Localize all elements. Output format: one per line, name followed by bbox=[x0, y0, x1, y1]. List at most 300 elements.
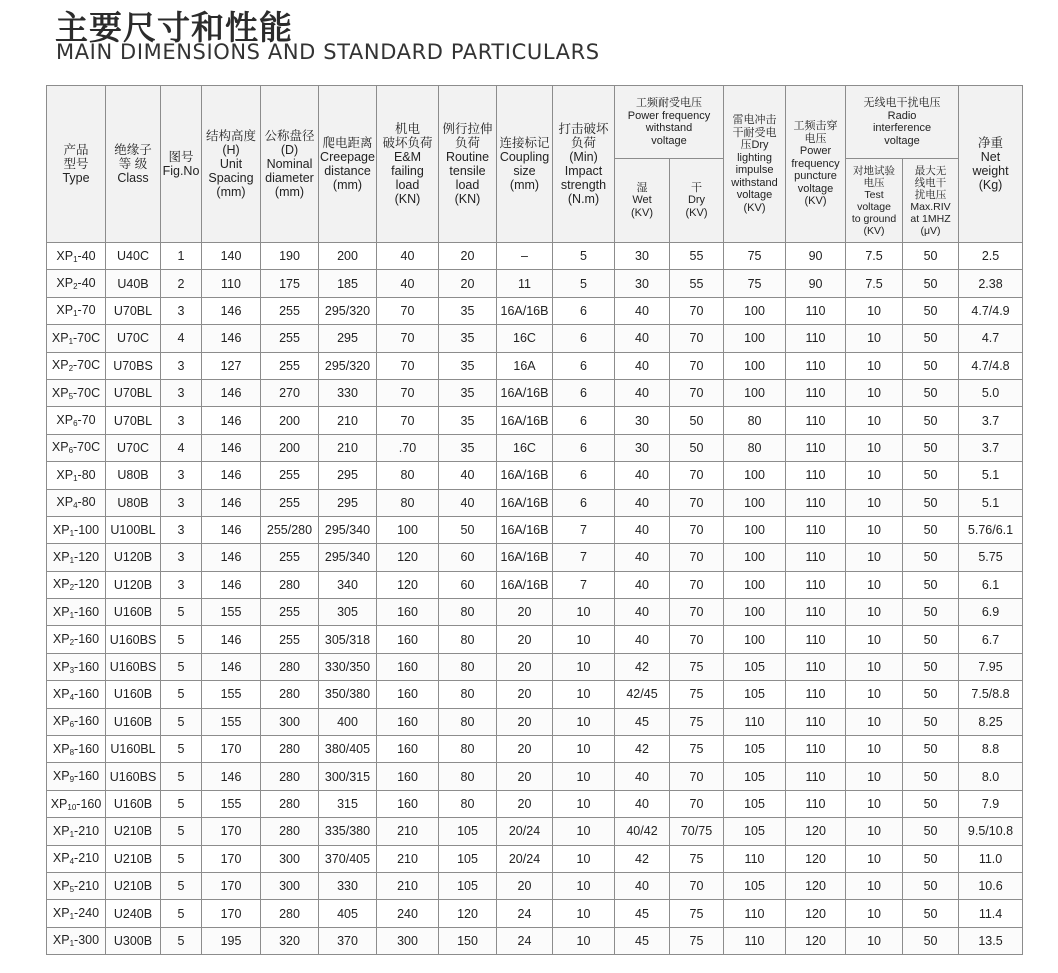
cell-rt: 105 bbox=[439, 872, 497, 899]
cell-rt: 40 bbox=[439, 462, 497, 489]
cell-wet: 40 bbox=[615, 544, 670, 571]
cell-wet: 40 bbox=[615, 626, 670, 653]
cell-tv: 7.5 bbox=[846, 270, 903, 297]
table-row bbox=[47, 434, 1023, 461]
cell-fig: 3 bbox=[161, 516, 202, 543]
cell-wt: 6.1 bbox=[959, 571, 1023, 598]
cell-type-part: -70C bbox=[73, 358, 101, 373]
cell-h: 146 bbox=[202, 325, 261, 352]
header-text: diameter bbox=[265, 171, 314, 185]
cell-cp: 16A/16B bbox=[497, 462, 553, 489]
cell-cp: 20 bbox=[497, 708, 553, 735]
cell-type-part: XP bbox=[52, 906, 70, 921]
cell-em: 40 bbox=[377, 243, 439, 270]
cell-cls: U160B bbox=[106, 681, 161, 708]
cell-fig: 5 bbox=[161, 818, 202, 845]
cell-type-part: -160 bbox=[74, 741, 100, 756]
cell-fig: 5 bbox=[161, 872, 202, 899]
header-text: Routine bbox=[445, 150, 490, 164]
cell-rv: 50 bbox=[903, 900, 959, 927]
cell-wt: 8.25 bbox=[959, 708, 1023, 735]
cell-wt: 10.6 bbox=[959, 872, 1023, 899]
cell-li: 105 bbox=[724, 790, 786, 817]
cell-im: 6 bbox=[553, 379, 615, 406]
cell-li: 100 bbox=[724, 489, 786, 516]
cell-type-part: XP bbox=[56, 467, 74, 482]
header-text: Net bbox=[980, 150, 1001, 164]
header-text: load bbox=[395, 178, 420, 192]
header-text: Fig.No bbox=[162, 164, 200, 178]
cell-pu: 110 bbox=[786, 297, 846, 324]
cell-type-part: -210 bbox=[74, 823, 100, 838]
cell-wt: 7.5/8.8 bbox=[959, 681, 1023, 708]
cell-type-part: -160 bbox=[74, 604, 100, 619]
cell-pu: 110 bbox=[786, 407, 846, 434]
cell-dry: 70 bbox=[670, 790, 724, 817]
cell-rt: 35 bbox=[439, 379, 497, 406]
header-text: (mm) bbox=[274, 185, 305, 199]
header-text: Spacing bbox=[208, 171, 254, 185]
cell-type-part: -70 bbox=[77, 303, 96, 318]
cell-wet: 30 bbox=[615, 270, 670, 297]
table-row bbox=[47, 544, 1023, 571]
cell-tv: 10 bbox=[846, 790, 903, 817]
cell-dry: 70 bbox=[670, 599, 724, 626]
cell-cls: U240B bbox=[106, 900, 161, 927]
cell-im: 10 bbox=[553, 927, 615, 954]
cell-tv: 10 bbox=[846, 626, 903, 653]
cell-fig: 3 bbox=[161, 379, 202, 406]
cell-type-part: -160 bbox=[74, 714, 100, 729]
cell-rv: 50 bbox=[903, 653, 959, 680]
cell-tv: 10 bbox=[846, 571, 903, 598]
cell-wt: 11.0 bbox=[959, 845, 1023, 872]
header-text: 结构高度 bbox=[205, 129, 256, 143]
cell-fig: 5 bbox=[161, 626, 202, 653]
table-row bbox=[47, 571, 1023, 598]
cell-dry: 70 bbox=[670, 571, 724, 598]
cell-dry: 70 bbox=[670, 872, 724, 899]
cell-d: 280 bbox=[261, 681, 319, 708]
cell-h: 155 bbox=[202, 790, 261, 817]
cell-fig: 5 bbox=[161, 736, 202, 763]
cell-cr: 330 bbox=[319, 379, 377, 406]
cell-wet: 40 bbox=[615, 297, 670, 324]
header-text: (H) bbox=[222, 143, 240, 157]
cell-cls: U70BL bbox=[106, 407, 161, 434]
cell-pu: 110 bbox=[786, 462, 846, 489]
cell-cp: 16A/16B bbox=[497, 297, 553, 324]
cell-type-part: 2 bbox=[69, 638, 75, 648]
cell-im: 10 bbox=[553, 626, 615, 653]
header-text: withstand bbox=[731, 176, 778, 189]
cell-cls: U100BL bbox=[106, 516, 161, 543]
cell-type-part: 1 bbox=[69, 912, 75, 922]
cell-li: 100 bbox=[724, 544, 786, 571]
cell-d: 300 bbox=[261, 845, 319, 872]
cell-pu: 110 bbox=[786, 708, 846, 735]
cell-li: 100 bbox=[724, 297, 786, 324]
cell-d: 280 bbox=[261, 653, 319, 680]
cell-im: 6 bbox=[553, 434, 615, 461]
cell-cr: 330/350 bbox=[319, 653, 377, 680]
cell-type-part: XP bbox=[52, 522, 70, 537]
cell-dry: 70 bbox=[670, 352, 724, 379]
cell-rt: 80 bbox=[439, 599, 497, 626]
cell-dry: 70 bbox=[670, 325, 724, 352]
cell-rt: 80 bbox=[439, 763, 497, 790]
cell-dry: 70 bbox=[670, 297, 724, 324]
cell-type-part: -80 bbox=[77, 495, 96, 510]
header-text: withstand bbox=[645, 122, 693, 134]
cell-tv: 10 bbox=[846, 407, 903, 434]
cell-cls: U160B bbox=[106, 790, 161, 817]
cell-d: 255 bbox=[261, 462, 319, 489]
cell-dry: 75 bbox=[670, 736, 724, 763]
cell-type-part: XP bbox=[52, 659, 70, 674]
cell-cp: 20/24 bbox=[497, 818, 553, 845]
cell-dry: 50 bbox=[670, 407, 724, 434]
cell-im: 10 bbox=[553, 763, 615, 790]
cell-dry: 70 bbox=[670, 544, 724, 571]
cell-em: 210 bbox=[377, 845, 439, 872]
cell-pu: 110 bbox=[786, 516, 846, 543]
header-text: (KV) bbox=[743, 201, 766, 214]
cell-pu: 120 bbox=[786, 900, 846, 927]
cell-rv: 50 bbox=[903, 516, 959, 543]
cell-wt: 4.7 bbox=[959, 325, 1023, 352]
cell-cr: 370/405 bbox=[319, 845, 377, 872]
cell-type-part: XP bbox=[52, 549, 70, 564]
cell-cp: 11 bbox=[497, 270, 553, 297]
cell-wet: 42 bbox=[615, 845, 670, 872]
cell-dry: 75 bbox=[670, 708, 724, 735]
cell-h: 146 bbox=[202, 571, 261, 598]
cell-cp: 20 bbox=[497, 681, 553, 708]
cell-cr: 315 bbox=[319, 790, 377, 817]
cell-h: 127 bbox=[202, 352, 261, 379]
header-text: load bbox=[455, 178, 480, 192]
cell-cls: U160BS bbox=[106, 763, 161, 790]
header-text: 图号 bbox=[168, 150, 194, 164]
cell-cr: 295 bbox=[319, 489, 377, 516]
cell-rv: 50 bbox=[903, 462, 959, 489]
cell-cls: U210B bbox=[106, 845, 161, 872]
cell-wet: 40 bbox=[615, 571, 670, 598]
cell-type-part: XP bbox=[51, 385, 69, 400]
cell-cr: 295/320 bbox=[319, 352, 377, 379]
cell-type-part: XP bbox=[52, 577, 70, 592]
header-text: Dry bbox=[687, 194, 706, 207]
cell-cp: 16A/16B bbox=[497, 379, 553, 406]
cell-li: 80 bbox=[724, 407, 786, 434]
header-text: puncture bbox=[794, 170, 837, 183]
cell-fig: 5 bbox=[161, 845, 202, 872]
cell-h: 146 bbox=[202, 407, 261, 434]
cell-type-part: -210 bbox=[74, 851, 100, 866]
cell-im: 10 bbox=[553, 818, 615, 845]
table-row bbox=[47, 489, 1023, 516]
cell-li: 75 bbox=[724, 243, 786, 270]
header-text: 最大无 bbox=[914, 164, 947, 177]
cell-type-part: XP bbox=[52, 933, 70, 948]
cell-fig: 5 bbox=[161, 653, 202, 680]
cell-type bbox=[47, 626, 106, 653]
cell-fig: 5 bbox=[161, 790, 202, 817]
cell-pu: 110 bbox=[786, 599, 846, 626]
cell-dry: 70 bbox=[670, 489, 724, 516]
cell-type bbox=[47, 736, 106, 763]
header-text: 对地试验 bbox=[853, 164, 896, 177]
cell-dry: 70 bbox=[670, 462, 724, 489]
header-spacing bbox=[202, 86, 261, 243]
cell-cr: 335/380 bbox=[319, 818, 377, 845]
cell-li: 100 bbox=[724, 599, 786, 626]
cell-cp: 20 bbox=[497, 763, 553, 790]
cell-type bbox=[47, 489, 106, 516]
cell-rv: 50 bbox=[903, 845, 959, 872]
cell-h: 155 bbox=[202, 599, 261, 626]
cell-rt: 120 bbox=[439, 900, 497, 927]
cell-cls: U70BL bbox=[106, 297, 161, 324]
cell-cr: 210 bbox=[319, 407, 377, 434]
cell-em: 70 bbox=[377, 352, 439, 379]
header-text: 压Dry bbox=[740, 139, 769, 151]
cell-d: 255 bbox=[261, 599, 319, 626]
cell-type bbox=[47, 845, 106, 872]
cell-type-part: -160 bbox=[74, 659, 100, 674]
cell-cr: 200 bbox=[319, 243, 377, 270]
header-weight bbox=[959, 86, 1023, 243]
cell-rt: 35 bbox=[439, 407, 497, 434]
cell-wt: 9.5/10.8 bbox=[959, 818, 1023, 845]
table-body bbox=[47, 243, 1023, 955]
header-text: Power bbox=[799, 145, 832, 158]
cell-tv: 10 bbox=[846, 845, 903, 872]
cell-wt: 4.7/4.9 bbox=[959, 297, 1023, 324]
cell-h: 146 bbox=[202, 544, 261, 571]
cell-tv: 10 bbox=[846, 653, 903, 680]
cell-cp: 24 bbox=[497, 927, 553, 954]
cell-cls: U160B bbox=[106, 708, 161, 735]
cell-li: 100 bbox=[724, 462, 786, 489]
cell-rt: 35 bbox=[439, 297, 497, 324]
header-text: voltage bbox=[797, 182, 834, 195]
cell-rv: 50 bbox=[903, 297, 959, 324]
cell-type bbox=[47, 407, 106, 434]
header-text: (mm) bbox=[216, 185, 246, 199]
cell-type-part: -160 bbox=[74, 632, 100, 647]
table-row bbox=[47, 297, 1023, 324]
cell-em: 120 bbox=[377, 544, 439, 571]
cell-im: 6 bbox=[553, 489, 615, 516]
cell-type-part: XP bbox=[51, 330, 69, 345]
cell-type-part: 10 bbox=[67, 802, 77, 812]
header-text: lighting bbox=[737, 151, 772, 164]
header-text: interference bbox=[872, 122, 932, 134]
cell-cr: 295/340 bbox=[319, 544, 377, 571]
cell-tv: 10 bbox=[846, 818, 903, 845]
header-text: 产品 bbox=[63, 143, 89, 157]
header-text: (mm) bbox=[332, 178, 363, 192]
cell-d: 255 bbox=[261, 626, 319, 653]
cell-h: 170 bbox=[202, 872, 261, 899]
cell-type-part: 2 bbox=[73, 282, 78, 292]
cell-type-part: -40 bbox=[77, 276, 96, 291]
header-text: (KV) bbox=[863, 224, 885, 237]
cell-em: 160 bbox=[377, 736, 439, 763]
cell-cp: 16C bbox=[497, 434, 553, 461]
cell-type-part: -40 bbox=[77, 248, 96, 263]
cell-wet: 40 bbox=[615, 325, 670, 352]
cell-wt: 3.7 bbox=[959, 407, 1023, 434]
header-routine-load bbox=[439, 86, 497, 243]
cell-fig: 3 bbox=[161, 489, 202, 516]
cell-wet: 40 bbox=[615, 599, 670, 626]
cell-rv: 50 bbox=[903, 407, 959, 434]
cell-rv: 50 bbox=[903, 763, 959, 790]
cell-h: 195 bbox=[202, 927, 261, 954]
cell-type bbox=[47, 379, 106, 406]
cell-pu: 90 bbox=[786, 243, 846, 270]
cell-type-part: 9 bbox=[69, 775, 75, 785]
header-text: 工频击穿 bbox=[793, 120, 838, 133]
header-text: 例行拉伸 bbox=[442, 122, 493, 136]
cell-im: 6 bbox=[553, 462, 615, 489]
cell-d: 255 bbox=[261, 489, 319, 516]
cell-fig: 1 bbox=[161, 243, 202, 270]
header-text: 型号 bbox=[63, 157, 89, 171]
cell-type-part: XP bbox=[52, 686, 70, 701]
header-text: (μV) bbox=[920, 224, 941, 237]
cell-wt: 2.38 bbox=[959, 270, 1023, 297]
cell-wt: 11.4 bbox=[959, 900, 1023, 927]
cell-im: 10 bbox=[553, 790, 615, 817]
cell-rt: 80 bbox=[439, 681, 497, 708]
cell-cr: 295/320 bbox=[319, 297, 377, 324]
cell-d: 255 bbox=[261, 352, 319, 379]
cell-type-part: -300 bbox=[74, 933, 100, 948]
cell-rv: 50 bbox=[903, 270, 959, 297]
cell-em: 40 bbox=[377, 270, 439, 297]
cell-h: 146 bbox=[202, 489, 261, 516]
table-row bbox=[47, 927, 1023, 954]
cell-im: 6 bbox=[553, 297, 615, 324]
cell-pu: 110 bbox=[786, 571, 846, 598]
cell-type-part: XP bbox=[52, 878, 70, 893]
cell-dry: 50 bbox=[670, 434, 724, 461]
cell-tv: 10 bbox=[846, 900, 903, 927]
cell-type-part: 1 bbox=[69, 610, 75, 620]
cell-type-part: 1 bbox=[73, 473, 78, 483]
cell-d: 175 bbox=[261, 270, 319, 297]
cell-im: 7 bbox=[553, 544, 615, 571]
header-text: voltage bbox=[736, 189, 773, 201]
cell-fig: 3 bbox=[161, 352, 202, 379]
table-row bbox=[47, 653, 1023, 680]
cell-li: 100 bbox=[724, 379, 786, 406]
cell-type bbox=[47, 708, 106, 735]
header-text: Type bbox=[62, 171, 90, 185]
cell-wt: 6.7 bbox=[959, 626, 1023, 653]
cell-cp: 16A/16B bbox=[497, 516, 553, 543]
cell-dry: 70 bbox=[670, 626, 724, 653]
cell-tv: 10 bbox=[846, 708, 903, 735]
cell-fig: 3 bbox=[161, 571, 202, 598]
cell-type-part: -70C bbox=[73, 440, 101, 455]
cell-type-part: 1 bbox=[73, 309, 78, 319]
header-text: Coupling bbox=[499, 150, 550, 164]
table-row bbox=[47, 325, 1023, 352]
cell-type bbox=[47, 325, 106, 352]
cell-h: 110 bbox=[202, 270, 261, 297]
cell-rt: 40 bbox=[439, 489, 497, 516]
header-fig bbox=[161, 86, 202, 243]
cell-wt: 5.76/6.1 bbox=[959, 516, 1023, 543]
cell-cr: 295 bbox=[319, 462, 377, 489]
cell-wet: 40 bbox=[615, 763, 670, 790]
cell-li: 105 bbox=[724, 872, 786, 899]
cell-tv: 10 bbox=[846, 872, 903, 899]
cell-type-part: XP bbox=[50, 796, 68, 811]
cell-cp: 20 bbox=[497, 599, 553, 626]
cell-type-part: XP bbox=[56, 413, 74, 428]
cell-type bbox=[47, 763, 106, 790]
table-row bbox=[47, 626, 1023, 653]
cell-cls: U70BL bbox=[106, 379, 161, 406]
cell-em: 210 bbox=[377, 818, 439, 845]
cell-cp: 20 bbox=[497, 653, 553, 680]
cell-type-part: -160 bbox=[74, 686, 100, 701]
cell-cp: – bbox=[497, 243, 553, 270]
cell-cls: U210B bbox=[106, 818, 161, 845]
cell-dry: 75 bbox=[670, 845, 724, 872]
cell-wt: 2.5 bbox=[959, 243, 1023, 270]
cell-rv: 50 bbox=[903, 927, 959, 954]
cell-d: 300 bbox=[261, 872, 319, 899]
header-text: 干耐受电 bbox=[732, 126, 777, 139]
header-text: 打击破坏 bbox=[558, 122, 609, 136]
cell-em: 240 bbox=[377, 900, 439, 927]
cell-rv: 50 bbox=[903, 818, 959, 845]
header-wet bbox=[615, 159, 670, 243]
cell-h: 146 bbox=[202, 379, 261, 406]
cell-pu: 110 bbox=[786, 736, 846, 763]
cell-rt: 80 bbox=[439, 653, 497, 680]
table-row bbox=[47, 763, 1023, 790]
cell-im: 10 bbox=[553, 599, 615, 626]
cell-im: 10 bbox=[553, 681, 615, 708]
specifications-table bbox=[46, 85, 1023, 955]
cell-tv: 10 bbox=[846, 325, 903, 352]
cell-rt: 105 bbox=[439, 818, 497, 845]
cell-em: 210 bbox=[377, 872, 439, 899]
cell-rt: 80 bbox=[439, 736, 497, 763]
cell-em: 160 bbox=[377, 763, 439, 790]
cell-dry: 70 bbox=[670, 763, 724, 790]
cell-type-part: -80 bbox=[77, 467, 96, 482]
header-text: to ground bbox=[851, 212, 897, 225]
cell-pu: 110 bbox=[786, 626, 846, 653]
cell-rv: 50 bbox=[903, 434, 959, 461]
header-text: 工频耐受电压 bbox=[636, 97, 702, 109]
cell-li: 100 bbox=[724, 626, 786, 653]
cell-em: 100 bbox=[377, 516, 439, 543]
cell-type-part: 8 bbox=[69, 747, 75, 757]
table-row bbox=[47, 736, 1023, 763]
cell-pu: 120 bbox=[786, 872, 846, 899]
cell-im: 10 bbox=[553, 900, 615, 927]
